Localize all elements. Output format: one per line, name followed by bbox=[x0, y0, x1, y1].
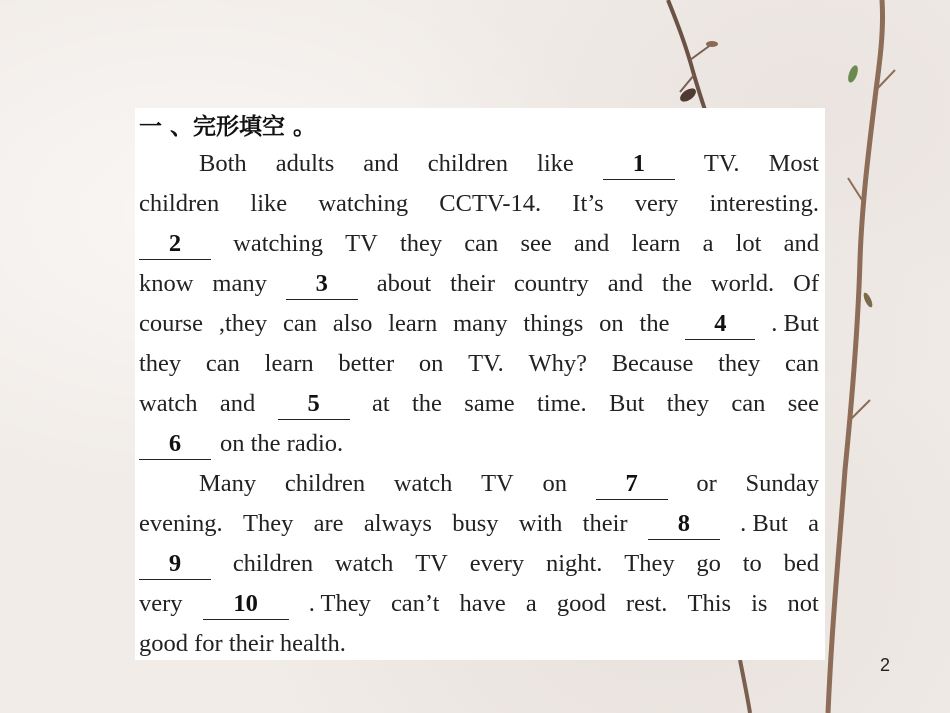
word: the bbox=[639, 310, 670, 337]
word: and bbox=[219, 390, 256, 417]
passage-line-2 bbox=[139, 184, 819, 224]
word: watch bbox=[393, 470, 453, 497]
word: ,they bbox=[218, 310, 268, 337]
word: bed bbox=[783, 550, 819, 577]
word: at bbox=[371, 390, 390, 417]
word: children bbox=[284, 470, 366, 497]
word: on the radio. bbox=[220, 430, 344, 457]
passage-line-13 bbox=[139, 624, 819, 664]
word: very bbox=[139, 590, 183, 617]
word: always bbox=[363, 510, 432, 537]
blank-4[interactable]: 4 bbox=[685, 304, 755, 344]
word: watching bbox=[318, 190, 409, 217]
word: things bbox=[523, 310, 584, 337]
word: children bbox=[427, 150, 508, 177]
word: on bbox=[542, 470, 567, 497]
word: . But bbox=[740, 510, 788, 537]
word: learn bbox=[631, 230, 681, 257]
word: rest. bbox=[625, 590, 668, 617]
word: see bbox=[520, 230, 552, 257]
word: better bbox=[338, 350, 395, 377]
word: adults bbox=[275, 150, 335, 177]
passage-line-5 bbox=[139, 304, 819, 344]
word: a bbox=[525, 590, 537, 617]
word: watch bbox=[334, 550, 394, 577]
word: But bbox=[609, 390, 645, 417]
word: and bbox=[607, 270, 644, 297]
word: good bbox=[556, 590, 606, 617]
word: They bbox=[242, 510, 294, 537]
word: They bbox=[624, 550, 675, 577]
passage-line-1 bbox=[199, 144, 819, 184]
word: the bbox=[412, 390, 442, 417]
word: TV bbox=[345, 230, 378, 257]
word: they bbox=[666, 390, 709, 417]
word: Many bbox=[199, 470, 257, 497]
passage-line-8 bbox=[139, 424, 819, 464]
word: can bbox=[283, 310, 318, 337]
word: many bbox=[212, 270, 267, 297]
word: not bbox=[787, 590, 819, 617]
word: the bbox=[662, 270, 692, 297]
word: every bbox=[469, 550, 525, 577]
word: can bbox=[785, 350, 819, 377]
word: their bbox=[450, 270, 495, 297]
word: very bbox=[634, 190, 679, 217]
passage-line-11 bbox=[139, 544, 819, 584]
word: Both bbox=[199, 150, 247, 177]
word: many bbox=[453, 310, 508, 337]
word: know bbox=[139, 270, 194, 297]
word: a bbox=[702, 230, 714, 257]
word: like bbox=[537, 150, 574, 177]
word: TV. bbox=[703, 150, 740, 177]
word: TV. bbox=[468, 350, 504, 377]
passage-panel bbox=[135, 108, 825, 660]
blank-5[interactable]: 5 bbox=[278, 384, 350, 424]
word: TV bbox=[481, 470, 514, 497]
blank-8[interactable]: 8 bbox=[648, 504, 720, 544]
word: world. bbox=[710, 270, 775, 297]
word: to bbox=[742, 550, 762, 577]
word: can bbox=[205, 350, 240, 377]
word: learn bbox=[388, 310, 438, 337]
blank-2[interactable]: 2 bbox=[139, 224, 211, 264]
word: evening. bbox=[139, 510, 223, 537]
word: . But bbox=[771, 310, 819, 337]
word: good for their health. bbox=[139, 630, 346, 657]
word: It’s bbox=[572, 190, 604, 217]
word: can bbox=[731, 390, 766, 417]
page-number: 2 bbox=[880, 655, 891, 675]
word: and bbox=[363, 150, 399, 177]
section-heading: 一 、完形填空 。 bbox=[139, 114, 317, 140]
blank-10[interactable]: 10 bbox=[203, 584, 289, 624]
passage-line-3 bbox=[139, 224, 819, 264]
word: also bbox=[332, 310, 373, 337]
word: like bbox=[250, 190, 288, 217]
passage-line-12 bbox=[139, 584, 819, 624]
word: a bbox=[808, 510, 819, 537]
word: is bbox=[751, 590, 768, 617]
word: have bbox=[459, 590, 506, 617]
word: watch bbox=[139, 390, 198, 417]
passage-line-9 bbox=[199, 464, 819, 504]
word: on bbox=[418, 350, 444, 377]
word: learn bbox=[264, 350, 314, 377]
word: Most bbox=[768, 150, 819, 177]
word: children bbox=[139, 190, 220, 217]
blank-7[interactable]: 7 bbox=[596, 464, 668, 504]
word: country bbox=[513, 270, 589, 297]
word: . They bbox=[308, 590, 371, 617]
word: TV bbox=[415, 550, 448, 577]
word: Why? bbox=[528, 350, 587, 377]
word: busy bbox=[452, 510, 499, 537]
word: with bbox=[518, 510, 563, 537]
blank-3[interactable]: 3 bbox=[286, 264, 358, 304]
word: same bbox=[464, 390, 515, 417]
word: watching bbox=[233, 230, 323, 257]
word: interesting. bbox=[709, 190, 819, 217]
word: are bbox=[313, 510, 344, 537]
passage-line-10 bbox=[139, 504, 819, 544]
word: lot bbox=[735, 230, 762, 257]
word: can’t bbox=[390, 590, 440, 617]
word: and bbox=[573, 230, 610, 257]
passage-line-6 bbox=[139, 344, 819, 384]
word: on bbox=[599, 310, 624, 337]
passage-line-7 bbox=[139, 384, 819, 424]
blank-1[interactable]: 1 bbox=[603, 144, 675, 184]
word: children bbox=[232, 550, 314, 577]
word: or bbox=[696, 470, 717, 497]
word: CCTV-14. bbox=[439, 190, 542, 217]
word: Of bbox=[793, 270, 819, 297]
word: they bbox=[399, 230, 443, 257]
word: they bbox=[718, 350, 761, 377]
passage-line-4 bbox=[139, 264, 819, 304]
word: about bbox=[376, 270, 432, 297]
word: Sunday bbox=[745, 470, 819, 497]
word: they bbox=[139, 350, 182, 377]
word: go bbox=[696, 550, 721, 577]
word: time. bbox=[537, 390, 587, 417]
blank-6[interactable]: 6 bbox=[139, 424, 211, 464]
blank-9[interactable]: 9 bbox=[139, 544, 211, 584]
word: see bbox=[787, 390, 819, 417]
word: This bbox=[687, 590, 732, 617]
word: can bbox=[464, 230, 499, 257]
word: and bbox=[783, 230, 819, 257]
word: course bbox=[139, 310, 203, 337]
word: their bbox=[582, 510, 628, 537]
word: night. bbox=[545, 550, 603, 577]
word: Because bbox=[611, 350, 694, 377]
